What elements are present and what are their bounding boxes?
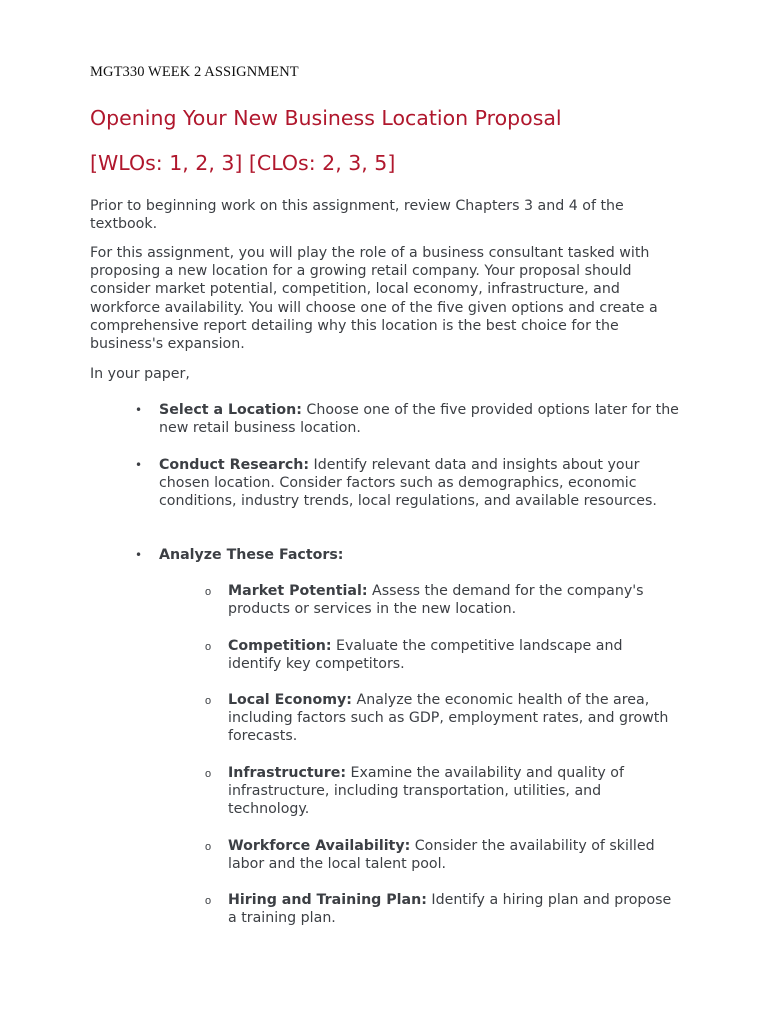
bullet-text: Choose one of the five provided options later for the new retail business location.: [159, 402, 679, 437]
bullet-conduct-research: [135, 456, 679, 511]
bullet-analyze-factors: [135, 546, 679, 564]
factor-text: Evaluate the competitive landscape and identify key competitors.: [228, 638, 623, 673]
intro-paragraph-1: Prior to beginning work on this assignment, review Chapters 3 and 4 of the textbook.: [90, 198, 624, 233]
factor-competition: [205, 637, 680, 673]
factor-workforce-availability: [205, 837, 680, 873]
factor-text: Examine the availability and quality of infrastructure, including transportation, utilities, and technology.: [228, 765, 624, 818]
bullet-label: Analyze These Factors:: [159, 547, 344, 563]
factor-label: Local Economy:: [228, 692, 352, 708]
factor-text: Consider the availability of skilled labor and the local talent pool.: [228, 838, 655, 873]
bullet-marker: •: [135, 548, 143, 562]
assignment-title: Opening Your New Business Location Proposal: [90, 106, 562, 130]
bullet-select-location: [135, 401, 679, 437]
learning-outcomes-heading: [WLOs: 1, 2, 3] [CLOs: 2, 3, 5]: [90, 151, 396, 175]
bullet-label: Select a Location:: [159, 402, 302, 418]
sub-bullet-marker: o: [205, 641, 212, 653]
sub-bullet-marker: o: [205, 895, 212, 907]
sub-bullet-marker: o: [205, 841, 212, 853]
factor-label: Competition:: [228, 638, 332, 654]
sub-bullet-marker: o: [205, 695, 212, 707]
bullet-label: Conduct Research:: [159, 457, 310, 473]
factor-text: Identify a hiring plan and propose a training plan.: [228, 892, 672, 927]
factor-hiring-training-plan: [205, 891, 680, 927]
sub-bullet-marker: o: [205, 586, 212, 598]
factor-text: Analyze the economic health of the area, including factors such as GDP, employment rates, and growth forecasts.: [228, 692, 669, 745]
factor-local-economy: [205, 691, 680, 746]
factor-label: Hiring and Training Plan:: [228, 892, 427, 908]
factor-market-potential: [205, 582, 680, 618]
factor-label: Infrastructure:: [228, 765, 347, 781]
bullet-text: Identify relevant data and insights about your chosen location. Consider factors such as demographics, economic conditions, industry trends, local regulations, and available resources.: [159, 457, 657, 510]
bullet-marker: •: [135, 403, 143, 417]
intro-paragraph-3: In your paper,: [90, 366, 190, 382]
factor-infrastructure: [205, 764, 680, 819]
bullet-marker: •: [135, 458, 143, 472]
course-header: MGT330 WEEK 2 ASSIGNMENT: [90, 64, 299, 80]
factor-label: Market Potential:: [228, 583, 368, 599]
intro-paragraph-2: For this assignment, you will play the role of a business consultant tasked with proposing a new location for a growing retail company. Your proposal should consider market potential, competition, local economy, infrastructure, and workforce availability. You will choose one of the five given options and create a comprehensive report detailing why this location is the best choice for the business's expansion.: [90, 245, 658, 353]
factor-text: Assess the demand for the company's products or services in the new location.: [228, 583, 644, 618]
factor-label: Workforce Availability:: [228, 838, 411, 854]
sub-bullet-marker: o: [205, 768, 212, 780]
